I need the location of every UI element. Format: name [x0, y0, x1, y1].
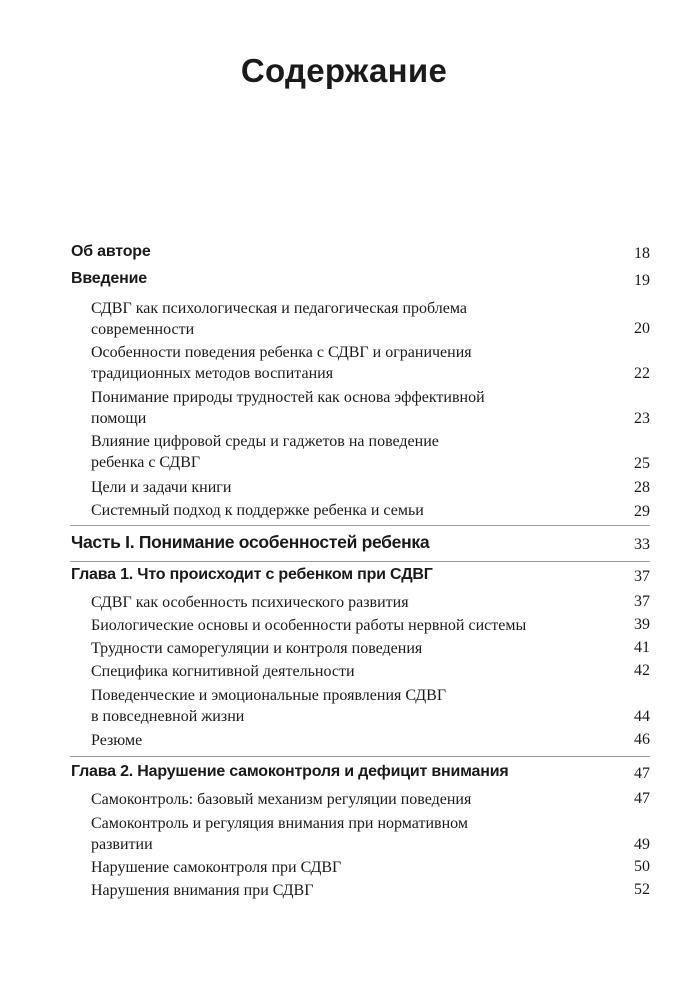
toc-entry-page: 47: [634, 765, 650, 782]
toc-entry-title: Часть I. Понимание особенностей ребенка: [71, 532, 430, 552]
toc-entry-line: Понимание природы трудностей как основа эффективной: [91, 389, 485, 406]
toc-entry-title: [91, 813, 468, 855]
toc-entry-line: Трудности саморегуляции и контроля поведения: [91, 640, 423, 657]
toc-entry-page: 52: [634, 881, 650, 898]
toc-entry-page: 19: [634, 272, 650, 289]
toc-entry-title: [91, 880, 313, 901]
toc-entry-line: Системный подход к поддержке ребенка и семьи: [91, 502, 424, 519]
toc-entry-page: 29: [634, 503, 650, 520]
toc-entry-page: 28: [634, 479, 650, 496]
toc-entry-title: [91, 387, 485, 429]
toc-entry-line: Цели и задачи книги: [91, 479, 232, 496]
toc-entry-title: Об авторе: [71, 243, 151, 260]
toc-entry-page: 37: [634, 593, 650, 610]
toc-entry-page: 46: [634, 731, 650, 748]
toc-entry-page: 22: [634, 365, 650, 382]
toc-entry-title: [91, 685, 446, 727]
toc-entry-title: [91, 477, 231, 498]
toc-entry-page: 39: [634, 616, 650, 633]
toc-entry-line: Влияние цифровой среды и гаджетов на поведение: [91, 433, 439, 450]
toc-entry-line: ребенка с СДВГ: [91, 454, 201, 471]
toc-entry-line: помощи: [91, 410, 147, 427]
toc-entry-title: [91, 615, 526, 636]
toc-entry-title: [91, 730, 142, 751]
toc-entry-line: Биологические основы и особенности работы нервной системы: [91, 617, 527, 634]
toc-entry-line: Особенности поведения ребенка с СДВГ и ограничения: [91, 344, 472, 361]
toc-entry-line: СДВГ как психологическая и педагогическая проблема: [91, 300, 467, 317]
toc-entry-line: Специфика когнитивной деятельности: [91, 663, 355, 680]
toc-entry-page: 47: [634, 790, 650, 807]
toc-entry-title: Глава 2. Нарушение самоконтроля и дефицит внимания: [71, 763, 509, 780]
toc-entry-line: Нарушения внимания при СДВГ: [91, 882, 314, 899]
toc-entry-line: Самоконтроль и регуляция внимания при нормативном: [91, 815, 468, 832]
toc-entry-title: [91, 500, 424, 521]
toc-entry-title: Глава 1. Что происходит с ребенком при СДВГ: [71, 566, 433, 583]
toc-entry-line: современности: [91, 321, 195, 338]
toc-entry-page: 18: [634, 245, 650, 262]
toc-entry-title: [91, 298, 467, 340]
divider: [70, 756, 650, 757]
toc-entry-page: 20: [634, 320, 650, 337]
toc-entry-title: [91, 661, 355, 682]
toc-entry-title: [91, 342, 472, 384]
toc-entry-line: Поведенческие и эмоциональные проявления СДВГ: [91, 687, 447, 704]
divider: [70, 561, 650, 562]
toc-entry-title: [91, 638, 422, 659]
toc-entry-page: 33: [634, 536, 650, 553]
toc-entry-line: Нарушение самоконтроля при СДВГ: [91, 859, 342, 876]
toc-entry-page: 25: [634, 455, 650, 472]
toc-entry-title: Введение: [71, 270, 147, 287]
toc-entry-page: 49: [634, 836, 650, 853]
toc-entry-title: [91, 431, 439, 473]
toc-entry-line: развитии: [91, 836, 153, 853]
toc-entry-line: Самоконтроль: базовый механизм регуляции поведения: [91, 791, 472, 808]
toc-entry-page: 37: [634, 568, 650, 585]
toc-entry-title: [91, 789, 471, 810]
toc-entry-page: 42: [634, 662, 650, 679]
toc-entry-title: [91, 592, 409, 613]
toc-entry-line: традиционных методов воспитания: [91, 365, 334, 382]
toc-entry-page: 23: [634, 410, 650, 427]
page-title: Содержание: [240, 52, 448, 89]
toc-entry-page: 44: [634, 708, 650, 725]
toc-entry-page: 41: [634, 639, 650, 656]
toc-entry-line: СДВГ как особенность психического развития: [91, 594, 409, 611]
divider: [70, 525, 650, 526]
toc-entry-line: в повседневной жизни: [91, 708, 245, 725]
toc-entry-title: [91, 857, 341, 878]
toc-entry-page: 50: [634, 858, 650, 875]
toc-entry-line: Резюме: [91, 732, 143, 749]
